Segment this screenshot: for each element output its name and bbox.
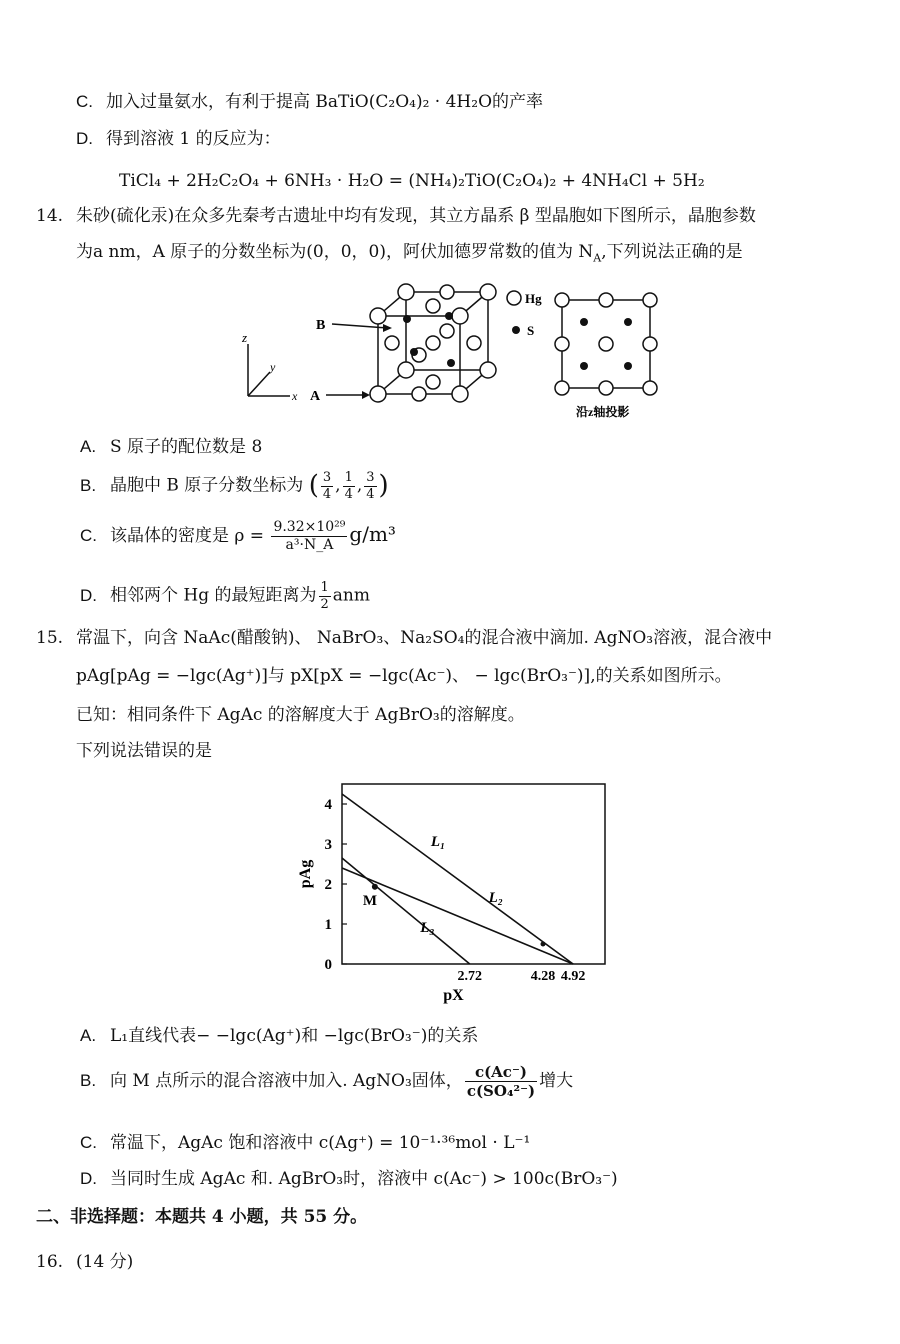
q15-known: 已知：相同条件下 AgAc 的溶解度大于 AgBrO₃的溶解度。 [76, 705, 525, 725]
projection-caption: 沿z轴投影 [576, 405, 630, 419]
y-tick-label: 0 [324, 957, 332, 973]
legend-hg-label: Hg [525, 291, 542, 306]
q15-option-d: D. 当同时生成 AgAc 和. AgBrO₃时，溶液中 c(Ac⁻) > 100c(BrO₃⁻) [80, 1169, 618, 1189]
q14-number: 14. [36, 206, 64, 226]
arrow-A-head [362, 391, 370, 399]
q15-number: 15. [36, 628, 64, 648]
label-B: B [316, 318, 326, 333]
section-heading: 二、非选择题：本题共 4 小题，共 55 分。 [36, 1207, 368, 1227]
q15-option-b: B. 向 M 点所示的混合溶液中加入. AgNO₃固体， $\frac{c(Ac^-)}{\text{c(SO₄²⁻)}}$ 增大 [80, 1063, 574, 1100]
crystal-cell-figure [230, 276, 690, 422]
point-M [372, 884, 378, 890]
q14-option-d: D. 相邻两个 Hg 的最短距离为 $\frac{1}{2}$ anm [80, 580, 371, 612]
y-tick-label: 3 [324, 837, 332, 853]
q14-option-c: C. 该晶体的密度是 ρ = $\frac{\text{9.32×10²⁹}}{\text{a³·N\_A}}$ g/m³ [80, 519, 396, 553]
y-axis-label: pAg [297, 859, 314, 889]
q16-number: 16. [36, 1252, 64, 1272]
axis-y-label: y [270, 360, 276, 374]
q15-stem-line1: 常温下，向含 NaAc(醋酸钠)、 NaBrO₃、Na₂SO₄的混合液中滴加. AgNO₃溶液，混合液中 [76, 628, 773, 648]
q13-equation: TiCl₄ + 2H₂C₂O₄ + 6NH₃ · H₂O = (NH₄)₂TiO(C₂O₄)₂ + 4NH₄Cl + 5H₂ [119, 171, 705, 191]
plot-frame [342, 784, 605, 964]
series-label-3: L₃ [420, 920, 435, 936]
q13-option-d: D. 得到溶液 1 的反应为： [76, 129, 281, 149]
q13-option-c: C. 加入过量氨水，有利于提高 BaTiO(C₂O₄)₂ · 4H₂O的产率 [76, 92, 544, 112]
q14-stem-line1: 朱砂(硫化汞)在众多先秦考古遗址中均有发现，其立方晶系 β 型晶胞如下图所示，晶胞参数 [76, 206, 756, 226]
legend-s-label: S [527, 323, 535, 338]
point-M-label: M [362, 892, 378, 909]
axes [248, 344, 290, 396]
q16-points: (14 分) [76, 1252, 134, 1272]
intersection-point [541, 942, 546, 947]
x-tick-label: 4.92 [560, 969, 586, 984]
series-line-1 [342, 794, 573, 964]
y-tick-label: 1 [324, 917, 332, 933]
series-line-2 [342, 868, 573, 964]
legend-s-icon [512, 326, 520, 334]
series-label-1: L₁ [430, 834, 446, 850]
arrow-B-head [383, 324, 392, 332]
q15-option-c: C. 常温下，AgAc 饱和溶液中 c(Ag⁺) = 10⁻¹·³⁶mol · L⁻¹ [80, 1133, 531, 1153]
label-A: A [310, 389, 321, 404]
z-projection [555, 293, 657, 395]
x-axis-label: pX [443, 987, 464, 1004]
legend-hg-icon [507, 291, 521, 305]
q14-option-a: A. S 原子的配位数是 8 [80, 437, 263, 457]
q14-option-b: B. 晶胞中 B 原子分数坐标为 ( $\frac{3}{4}$ , $\frac{1}{4}$ , $\frac{3}{4}$ ) [80, 470, 389, 502]
pag-px-chart [290, 780, 620, 1012]
y-tick-label: 2 [324, 877, 332, 893]
axis-z-label: z [242, 330, 248, 345]
x-tick-label: 2.72 [457, 969, 482, 984]
q14-stem-line2: 为a nm，A 原子的分数坐标为(0，0，0)，阿伏加德罗常数的值为 $N_A$,下列说法正确的是 [76, 242, 743, 265]
q15-option-a: A. L₁直线代表− −lgc(Ag⁺)和 −lgc(BrO₃⁻)的关系 [80, 1026, 479, 1046]
q15-prompt: 下列说法错误的是 [76, 741, 212, 761]
series-label-2: L₂ [488, 890, 504, 906]
y-tick-label: 4 [324, 797, 332, 813]
x-tick-label: 4.28 [530, 969, 556, 984]
q15-stem-line2: pAg[pAg = −lgc(Ag⁺)]与 pX[pX = −lgc(Ac⁻)、 − lgc(BrO₃⁻)],的关系如图所示。 [76, 666, 732, 686]
axis-x-label: x [292, 389, 298, 403]
